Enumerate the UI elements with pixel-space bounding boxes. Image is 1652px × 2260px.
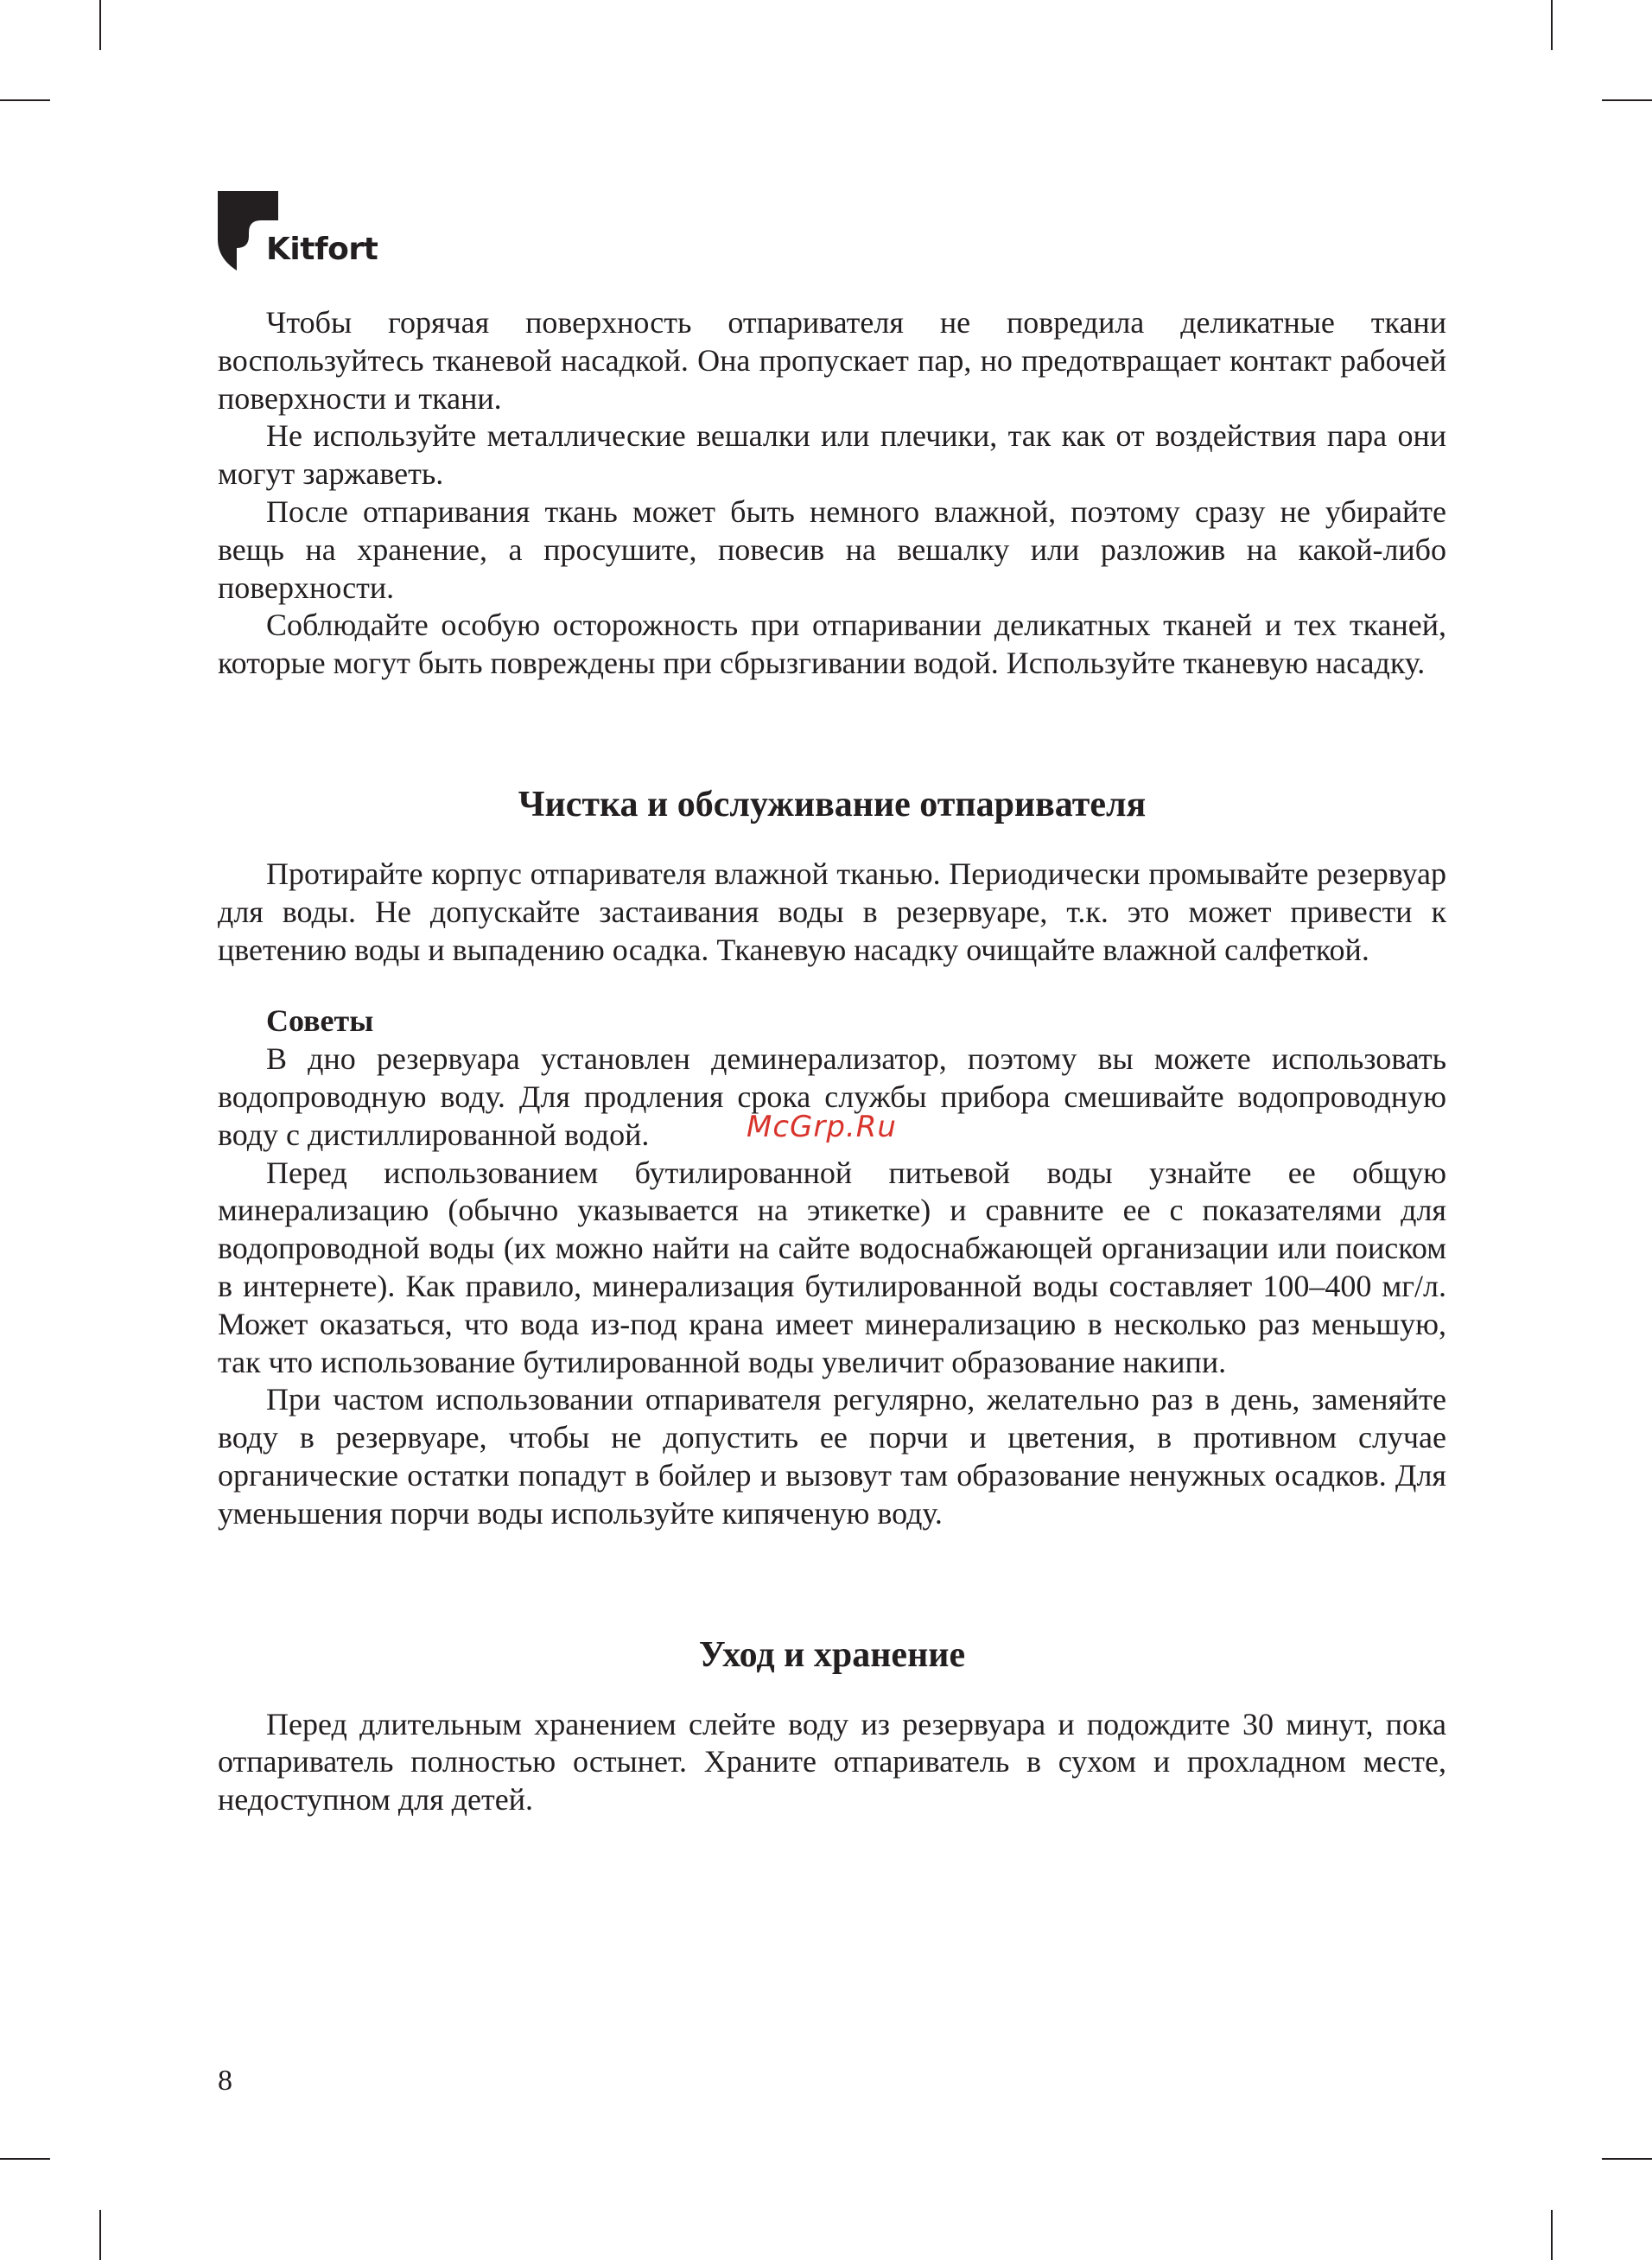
- crop-mark-bottom-right-vertical: [1551, 2210, 1553, 2260]
- paragraph-delicate-fabrics: Соблюдайте особую осторожность при отпаривании деликатных тканей и тех тканей, которые могут быть повреждены при сбрызгивании водой. Используйте тканевую насадку.: [218, 608, 1446, 681]
- section-heading-cleaning: Чистка и обслуживание отпаривателя: [518, 784, 1147, 824]
- brand-name: Kitfort: [266, 232, 378, 267]
- crop-mark-top-right-vertical: [1551, 0, 1553, 50]
- paragraph-metal-hangers: Не используйте металлические вешалки или плечики, так как от воздействия пара они могут заржаветь.: [218, 418, 1446, 492]
- paragraph-tip-water-change: При частом использовании отпаривателя регулярно, желательно раз в день, заменяйте воду в резервуаре, чтобы не допустить ее порчи и цветения, в противном случае органические остатки попадут в бойлер и вызовут там образование ненужных осадков. Для уменьшения порчи воды используйте кипяченую воду.: [218, 1382, 1446, 1531]
- watermark: McGrp.Ru: [747, 1110, 897, 1144]
- section-heading-storage: Уход и хранение: [698, 1634, 966, 1675]
- subheading-tips: Советы: [266, 1003, 374, 1039]
- page-content: [218, 304, 1446, 1819]
- paragraph-tip-bottled-water: Перед использованием бутилированной питьевой воды узнайте ее общую минерализацию (обычно указывается на этикетке) и сравните ее с показателями для водопроводной воды (их можно найти на сайте водоснабжающей организации или поиском в интернете). Как правило, минерализация бутилированной воды составляет 100–400 мг/л. Может оказаться, что вода из-под крана имеет минерализацию в несколько раз меньшую, так что использование бутилированной воды увеличит образование накипи.: [218, 1155, 1446, 1379]
- crop-mark-bottom-right-horizontal: [1602, 2158, 1652, 2160]
- crop-mark-bottom-left-horizontal: [0, 2158, 50, 2160]
- crop-mark-top-left-horizontal: [0, 99, 50, 101]
- paragraph-tip-demineralizer: В дно резервуара установлен деминерализатор, поэтому вы можете использовать водопроводную воду. Для продления срока службы прибора смешивайте водопроводную воду с дистиллированной водой.: [218, 1041, 1446, 1152]
- page-number: 8: [218, 2065, 232, 2097]
- crop-mark-top-left-vertical: [99, 0, 101, 50]
- brand-logo: [218, 191, 391, 271]
- paragraph-tissue-nozzle: Чтобы горячая поверхность отпаривателя не повредила деликатные ткани воспользуйтесь тканевой насадкой. Она пропускает пар, но предотвращает контакт рабочей поверхности и ткани.: [218, 305, 1446, 416]
- crop-mark-top-right-horizontal: [1602, 99, 1652, 101]
- paragraph-cleaning-intro: Протирайте корпус отпаривателя влажной тканью. Периодически промывайте резервуар для воды. Не допускайте застаивания воды в резервуаре, т.к. это может привести к цветению воды и выпадению осадка. Тканевую насадку очищайте влажной салфеткой.: [218, 856, 1446, 967]
- paragraph-storage: Перед длительным хранением слейте воду из резервуара и подождите 30 минут, пока отпариватель полностью остынет. Храните отпариватель в сухом и прохладном месте, недоступном для детей.: [218, 1706, 1446, 1818]
- crop-mark-bottom-left-vertical: [99, 2210, 101, 2260]
- paragraph-after-steaming: После отпаривания ткань может быть немного влажной, поэтому сразу не убирайте вещь на хранение, а просушите, повесив на вешалку или разложив на какой-либо поверхности.: [218, 493, 1446, 605]
